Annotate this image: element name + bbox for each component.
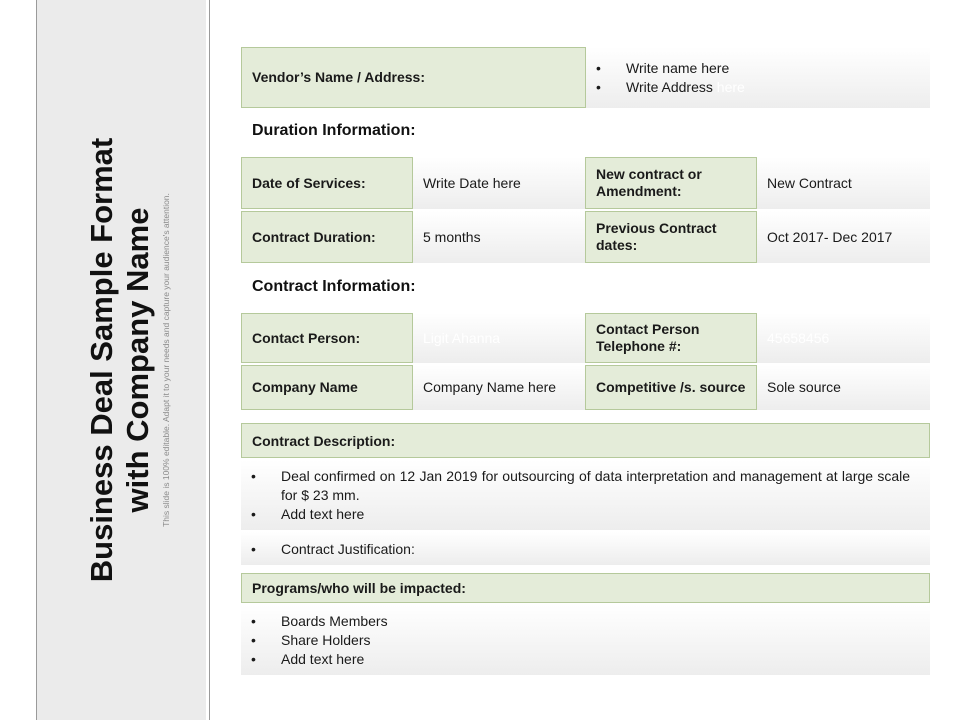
page-title-line1: Business Deal Sample Format bbox=[84, 137, 119, 583]
page-title bbox=[84, 80, 156, 640]
contact-person-value: Ligit Ahanna bbox=[413, 313, 585, 363]
list-item: • Deal confirmed on 12 Jan 2019 for outsourcing of data interpretation and management at large scale for $ 23 mm. bbox=[251, 467, 910, 505]
contract-duration-value: 5 months bbox=[413, 211, 585, 263]
page-title-line2: with Company Name bbox=[120, 207, 155, 513]
previous-contract-value: Oct 2017- Dec 2017 bbox=[757, 211, 930, 263]
contract-description-label: Contract Description: bbox=[241, 423, 930, 458]
list-item: • Share Holders bbox=[251, 631, 910, 650]
company-name-label: Company Name bbox=[241, 365, 413, 410]
date-of-services-label: Date of Services: bbox=[241, 157, 413, 209]
vendor-label: Vendor’s Name / Address: bbox=[241, 47, 586, 108]
sidebar-divider bbox=[209, 0, 210, 720]
competitive-value: Sole source bbox=[757, 365, 930, 410]
programs-box bbox=[241, 605, 930, 675]
contact-phone-value: 45658456 bbox=[757, 313, 930, 363]
competitive-label: Competitive /s. source bbox=[585, 365, 757, 410]
contract-duration-label: Contract Duration: bbox=[241, 211, 413, 263]
previous-contract-label: Previous Contract dates: bbox=[585, 211, 757, 263]
new-contract-value: New Contract bbox=[757, 157, 930, 209]
new-contract-label: New contract or Amendment: bbox=[585, 157, 757, 209]
list-item: • Contract Justification: bbox=[251, 540, 910, 559]
list-item: • Add text here bbox=[251, 650, 910, 669]
list-item: • Add text here bbox=[251, 505, 910, 524]
vendor-value bbox=[586, 47, 930, 108]
contract-justification-box bbox=[241, 532, 930, 565]
vendor-item: • Write name here bbox=[596, 59, 745, 78]
list-item: • Boards Members bbox=[251, 612, 910, 631]
duration-heading: Duration Information: bbox=[252, 122, 416, 139]
date-of-services-value: Write Date here bbox=[413, 157, 585, 209]
company-name-value: Company Name here bbox=[413, 365, 585, 410]
vendor-item: • Write Address here bbox=[596, 78, 745, 97]
programs-label: Programs/who will be impacted: bbox=[241, 573, 930, 603]
contact-phone-label: Contact Person Telephone #: bbox=[585, 313, 757, 363]
contract-heading: Contract Information: bbox=[252, 278, 416, 295]
contact-person-label: Contact Person: bbox=[241, 313, 413, 363]
contract-description-box bbox=[241, 460, 930, 530]
page-subtitle: This slide is 100% editable. Adapt it to your needs and capture your audience's attention. bbox=[161, 193, 171, 527]
